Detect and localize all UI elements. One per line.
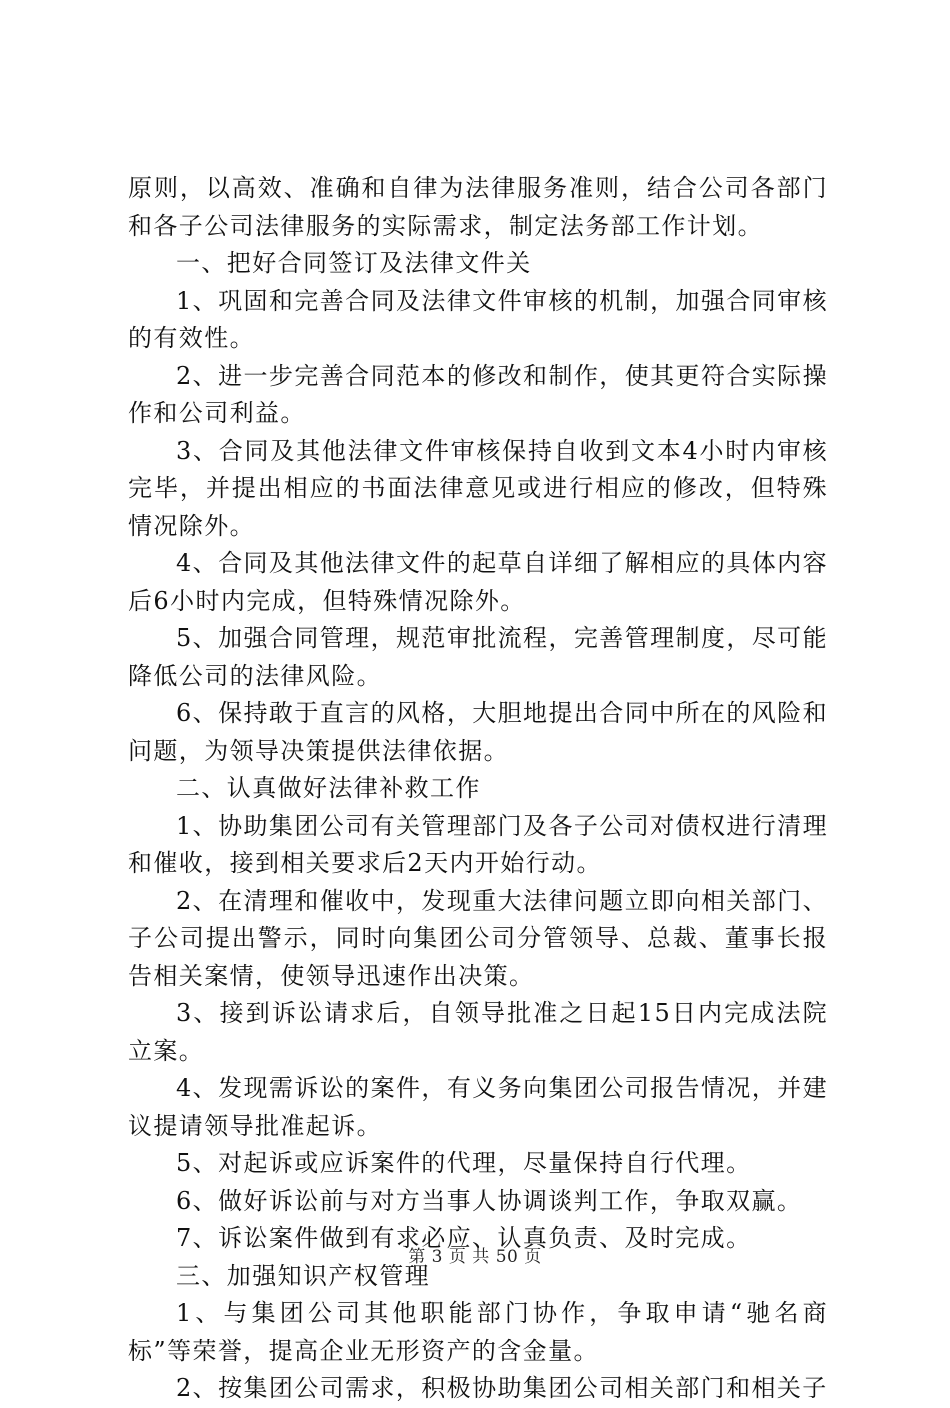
list-item: 3、接到诉讼请求后，自领导批准之日起15日内完成法院立案。: [128, 999, 828, 1065]
list-item: 5、加强合同管理，规范审批流程，完善管理制度，尽可能降低公司的法律风险。: [128, 624, 828, 690]
section-heading-2: 二、认真做好法律补救工作: [176, 774, 481, 802]
list-item: 6、做好诉讼前与对方当事人协调谈判工作，争取双赢。: [176, 1186, 803, 1215]
list-item: 5、对起诉或应诉案件的代理，尽量保持自行代理。: [176, 1149, 752, 1177]
list-item: 3、合同及其他法律文件审核保持自收到文本4小时内审核完毕，并提出相应的书面法律意见或进行相应的修改，但特殊情况除外。: [128, 436, 828, 540]
paragraph-continuation: 原则，以高效、准确和自律为法律服务准则，结合公司各部门和各子公司法律服务的实际需求，制定法务部工作计划。: [128, 174, 828, 240]
list-item: 4、合同及其他法律文件的起草自详细了解相应的具体内容后6小时内完成，但特殊情况除外。: [128, 549, 828, 615]
list-item: 1、巩固和完善合同及法律文件审核的机制，加强合同审核的有效性。: [128, 286, 828, 352]
list-item: 4、发现需诉讼的案件，有义务向集团公司报告情况，并建议提请领导批准起诉。: [128, 1074, 828, 1140]
list-item: 2、按集团公司需求，积极协助集团公司相关部门和相关子: [176, 1374, 828, 1402]
list-item: 1、与集团公司其他职能部门协作，争取申请“驰名商标”等荣誉，提高企业无形资产的含金量。: [128, 1299, 828, 1365]
list-item: 7、诉讼案件做到有求必应、认真负责、及时完成。: [176, 1224, 752, 1252]
list-item: 6、保持敢于直言的风格，大胆地提出合同中所在的风险和问题，为领导决策提供法律依据。: [128, 699, 828, 765]
list-item: 1、协助集团公司有关管理部门及各子公司对债权进行清理和催收，接到相关要求后2天内开始行动。: [128, 811, 828, 877]
list-item: 2、在清理和催收中，发现重大法律问题立即向相关部门、子公司提出警示，同时向集团公司分管领导、总裁、董事长报告相关案情，使领导迅速作出决策。: [128, 886, 828, 990]
page-number-footer: 第 3 页 共 50 页: [408, 1247, 542, 1267]
section-heading-1: 一、把好合同签订及法律文件关: [176, 249, 532, 277]
section-heading-3: 三、加强知识产权管理: [176, 1261, 430, 1290]
list-item: 2、进一步完善合同范本的修改和制作，使其更符合实际操作和公司利益。: [128, 361, 828, 427]
document-body: [128, 170, 828, 1408]
